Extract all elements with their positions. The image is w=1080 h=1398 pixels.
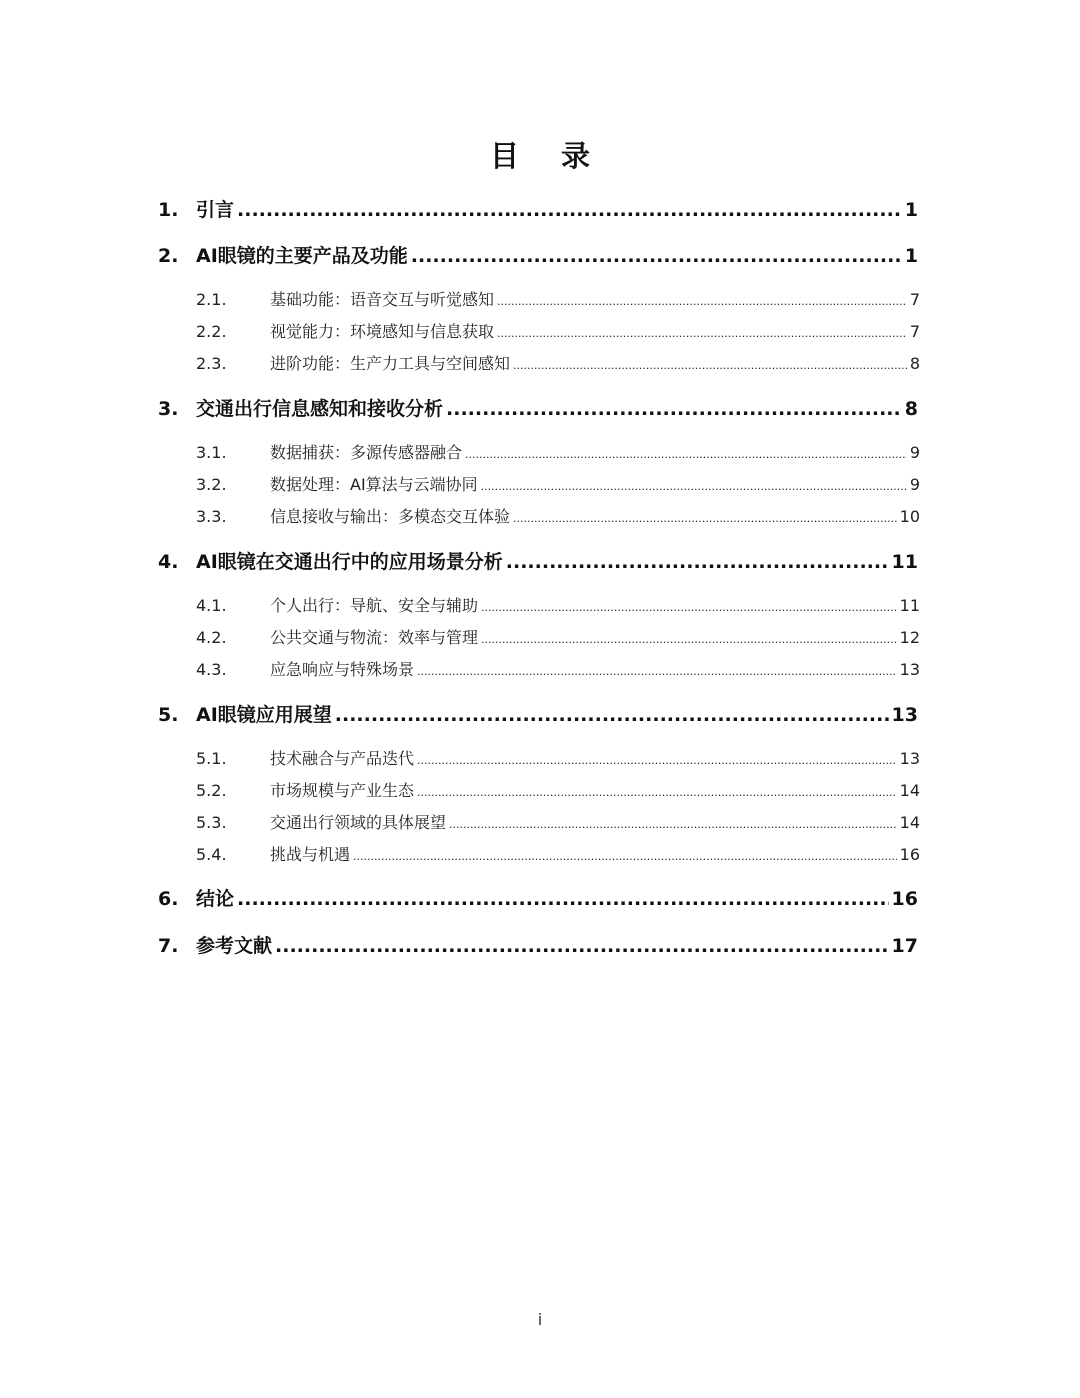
toc-entry-number: 4. [158, 551, 179, 573]
toc-entry-page: 8 [909, 354, 920, 373]
dot-leader [417, 754, 897, 767]
toc-entry-label: 应急响应与特殊场景 [270, 660, 415, 679]
toc-entry-page: 7 [909, 322, 920, 341]
toc-entry-page: 10 [899, 507, 920, 526]
dot-leader [446, 398, 902, 420]
toc-entry-5-2[interactable] [196, 778, 920, 801]
toc-entry-3-3[interactable] [196, 504, 920, 527]
dot-leader [481, 480, 907, 493]
toc-entry-page: 14 [899, 813, 920, 832]
toc-entry-5-1[interactable] [196, 746, 920, 769]
toc-entry-page: 16 [891, 888, 918, 910]
toc-entry-number: 5.3. [196, 813, 227, 832]
dot-leader [481, 633, 897, 646]
toc-entry-page: 1 [904, 245, 918, 267]
toc-entry-number: 2.1. [196, 290, 227, 309]
toc-entry-number: 4.2. [196, 628, 227, 647]
toc-entry-label: AI眼镜的主要产品及功能 [196, 245, 408, 267]
dot-leader [353, 850, 897, 863]
toc-entry-7[interactable] [158, 931, 918, 958]
toc-entry-label: 数据捕获：多源传感器融合 [270, 443, 463, 462]
dot-leader [497, 295, 907, 308]
toc-entry-label: 公共交通与物流：效率与管理 [270, 628, 479, 647]
toc-entry-2-2[interactable] [196, 319, 920, 342]
toc-entry-number: 4.1. [196, 596, 227, 615]
toc-entry-4-1[interactable] [196, 593, 920, 616]
toc-entry-number: 7. [158, 935, 179, 957]
dot-leader [449, 818, 897, 831]
toc-entry-label: 交通出行领域的具体展望 [270, 813, 447, 832]
toc-entry-5-4[interactable] [196, 842, 920, 865]
dot-leader [335, 704, 889, 726]
toc-title: 目 录 [489, 139, 607, 173]
dot-leader [417, 665, 897, 678]
toc-entry-page: 11 [891, 551, 918, 573]
toc-entry-number: 2. [158, 245, 179, 267]
toc-entry-number: 5.1. [196, 749, 227, 768]
dot-leader [237, 888, 889, 910]
toc-entry-4-2[interactable] [196, 625, 920, 648]
toc-entry-3[interactable] [158, 394, 918, 421]
dot-leader [275, 935, 889, 957]
dot-leader [417, 786, 897, 799]
toc-entry-page: 13 [899, 749, 920, 768]
dot-leader [411, 245, 902, 267]
toc-entry-page: 1 [904, 199, 918, 221]
toc-entry-label: 技术融合与产品迭代 [270, 749, 415, 768]
toc-entry-number: 5.4. [196, 845, 227, 864]
toc-entry-page: 8 [904, 398, 918, 420]
dot-leader [506, 551, 889, 573]
toc-entry-page: 17 [891, 935, 918, 957]
toc-entry-1[interactable] [158, 195, 918, 222]
dot-leader [513, 359, 907, 372]
toc-entry-2-1[interactable] [196, 287, 920, 310]
toc-entry-label: 基础功能：语音交互与听觉感知 [270, 290, 495, 309]
toc-entry-page: 9 [909, 475, 920, 494]
toc-entry-2-3[interactable] [196, 351, 920, 374]
toc-entry-page: 16 [899, 845, 920, 864]
toc-entry-6[interactable] [158, 884, 918, 911]
toc-entry-3-1[interactable] [196, 440, 920, 463]
toc-entry-label: 数据处理：AI算法与云端协同 [270, 475, 478, 494]
toc-entry-page: 13 [899, 660, 920, 679]
toc-entry-label: AI眼镜应用展望 [196, 704, 332, 726]
toc-entry-number: 6. [158, 888, 179, 910]
toc-entry-3-2[interactable] [196, 472, 920, 495]
toc-entry-number: 3.2. [196, 475, 227, 494]
toc-entry-number: 4.3. [196, 660, 227, 679]
toc-entry-label: 信息接收与输出：多模态交互体验 [270, 507, 511, 526]
dot-leader [513, 512, 897, 525]
toc-entry-label: 交通出行信息感知和接收分析 [196, 398, 444, 420]
toc-entry-label: 挑战与机遇 [270, 845, 351, 864]
toc-entry-number: 1. [158, 199, 179, 221]
toc-entry-label: 视觉能力：环境感知与信息获取 [270, 322, 495, 341]
toc-entry-label: 参考文献 [196, 935, 273, 957]
toc-entry-number: 3.1. [196, 443, 227, 462]
toc-entry-5-3[interactable] [196, 810, 920, 833]
toc-entry-number: 2.2. [196, 322, 227, 341]
toc-entry-number: 5. [158, 704, 179, 726]
dot-leader [481, 601, 897, 614]
toc-entry-label: 进阶功能：生产力工具与空间感知 [270, 354, 511, 373]
page-number: i [537, 1310, 543, 1329]
toc-entry-page: 14 [899, 781, 920, 800]
dot-leader [497, 327, 907, 340]
toc-entry-page: 13 [891, 704, 918, 726]
toc-entry-4-3[interactable] [196, 657, 920, 680]
dot-leader [465, 448, 907, 461]
toc-entry-number: 3. [158, 398, 179, 420]
toc-entry-4[interactable] [158, 547, 918, 574]
toc-entry-label: 引言 [196, 199, 235, 221]
toc-entry-page: 9 [909, 443, 920, 462]
toc-entry-page: 12 [899, 628, 920, 647]
toc-entry-2[interactable] [158, 241, 918, 268]
toc-entry-5[interactable] [158, 700, 918, 727]
toc-entry-label: AI眼镜在交通出行中的应用场景分析 [196, 551, 503, 573]
toc-entry-label: 个人出行：导航、安全与辅助 [270, 596, 479, 615]
toc-entry-number: 3.3. [196, 507, 227, 526]
toc-entry-label: 市场规模与产业生态 [270, 781, 415, 800]
toc-entry-number: 5.2. [196, 781, 227, 800]
toc-entry-label: 结论 [196, 888, 235, 910]
toc-entry-page: 11 [899, 596, 920, 615]
dot-leader [237, 199, 902, 221]
toc-entry-page: 7 [909, 290, 920, 309]
toc-entry-number: 2.3. [196, 354, 227, 373]
